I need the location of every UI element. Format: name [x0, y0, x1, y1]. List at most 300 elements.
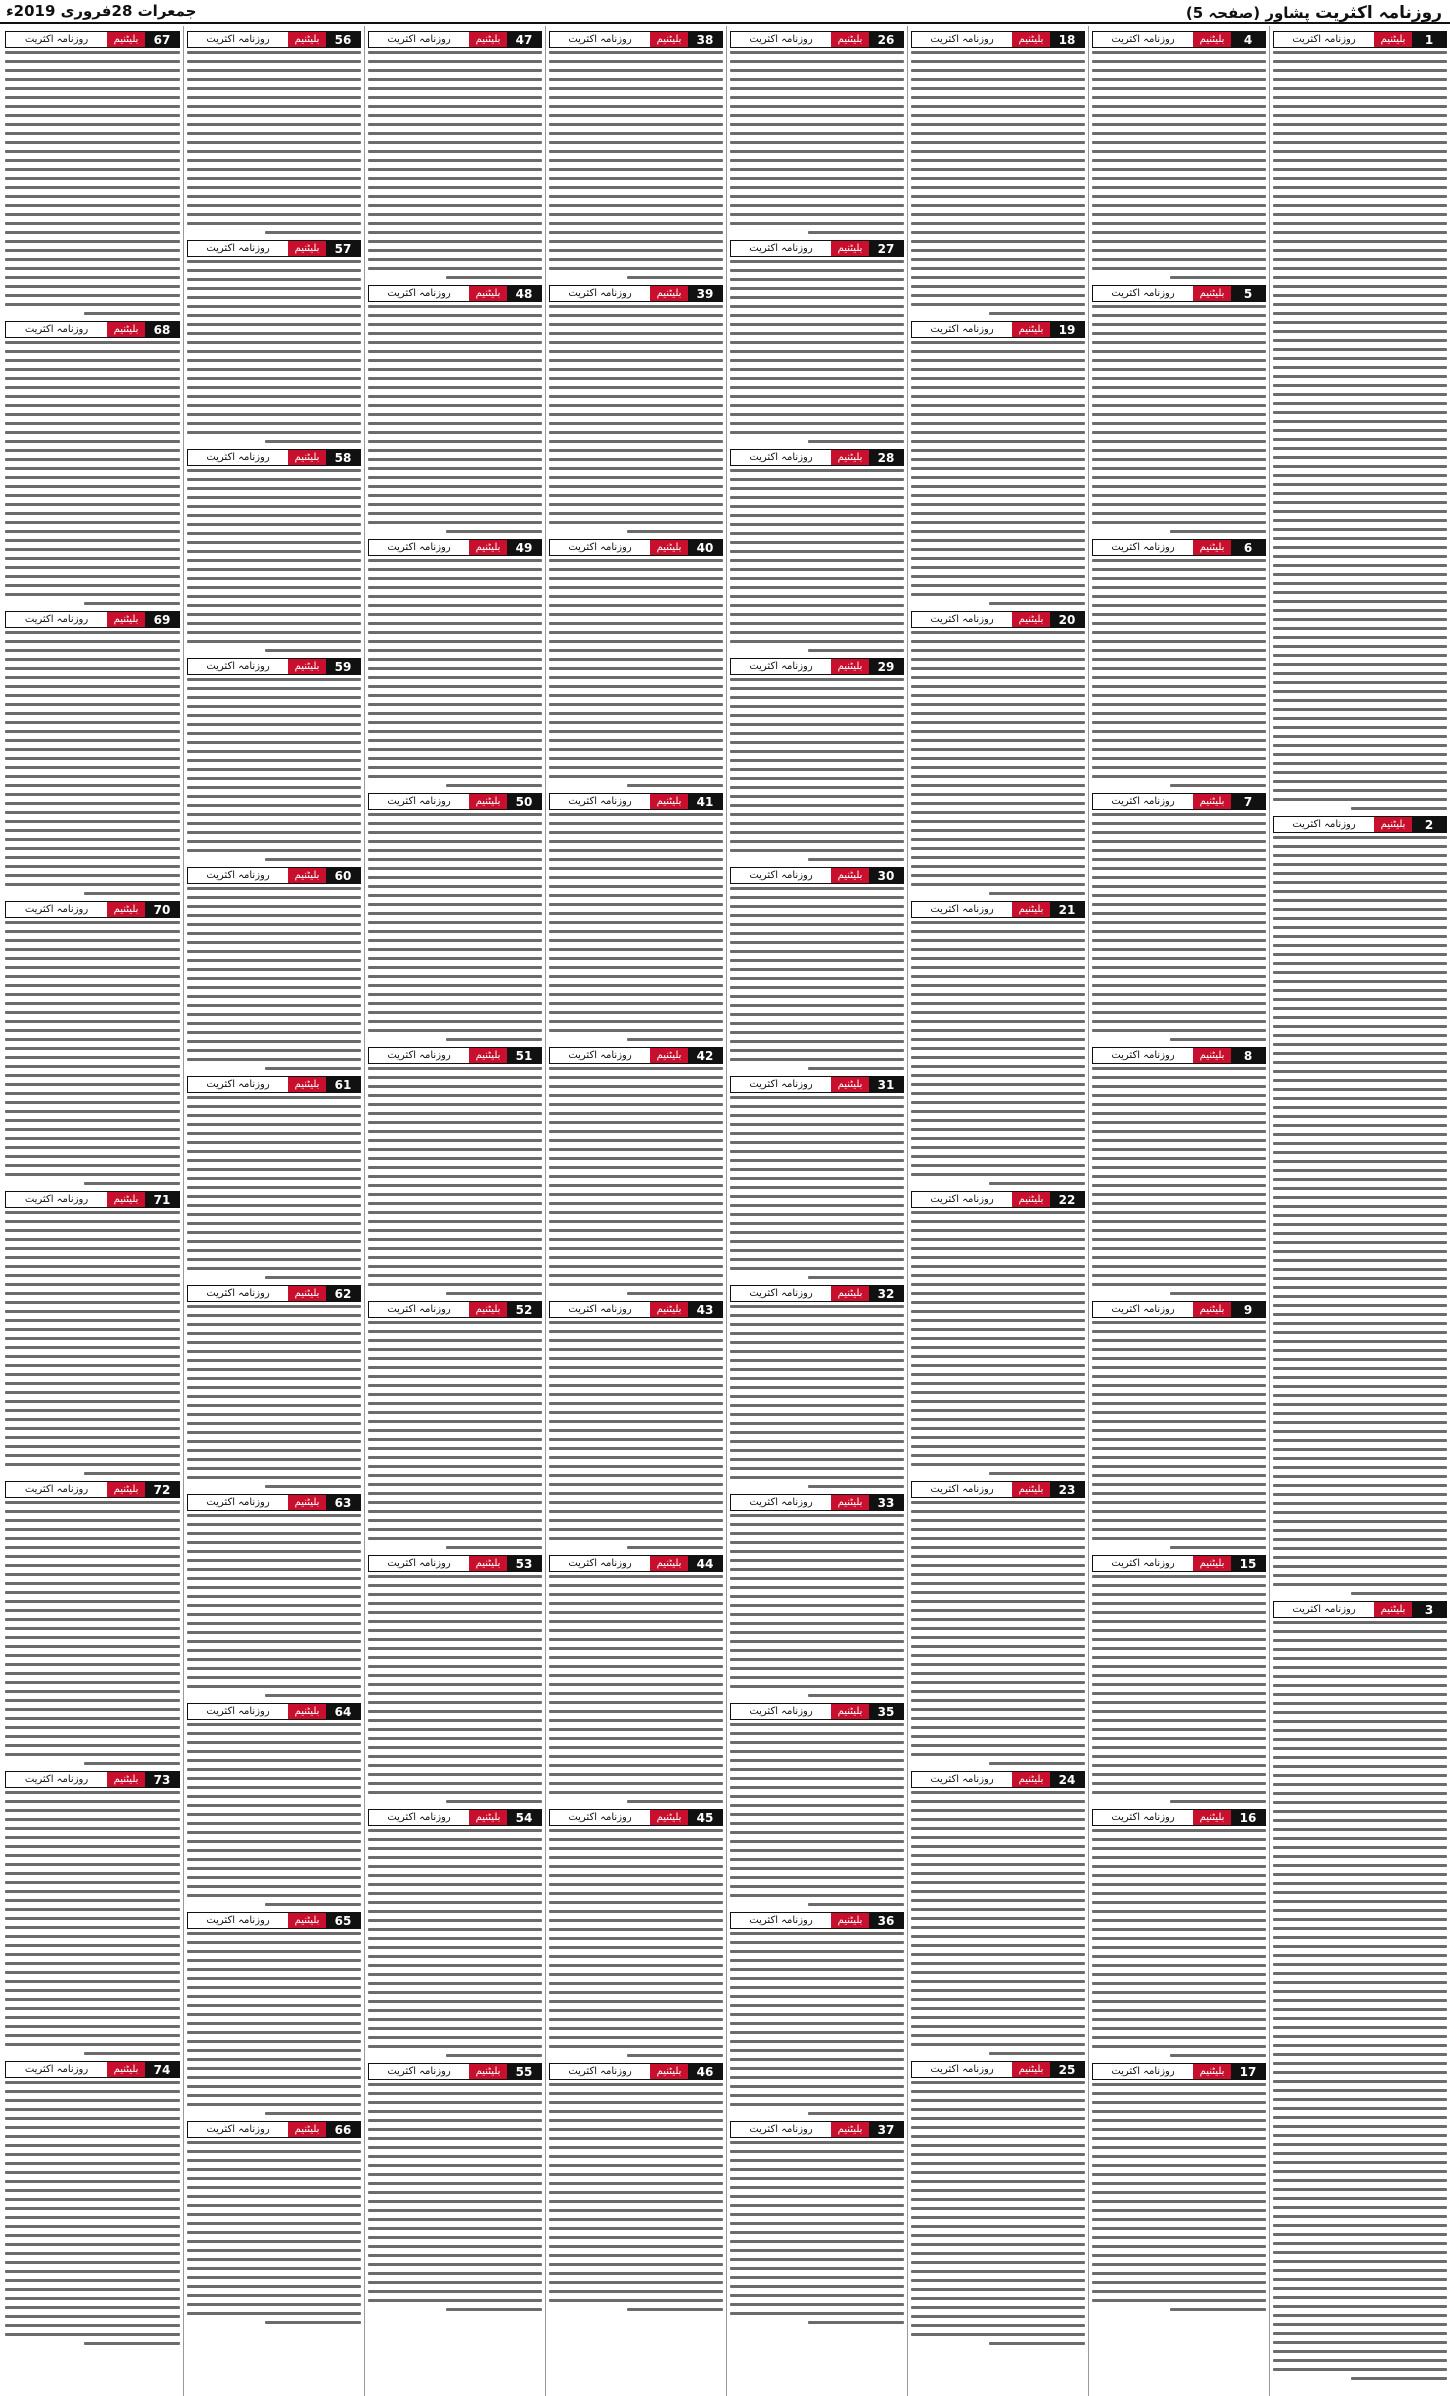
- text-line: [730, 1977, 904, 1980]
- text-line: [187, 1305, 361, 1308]
- news-item-body: [549, 1829, 723, 2057]
- text-line: [187, 1168, 361, 1171]
- text-line: [1273, 393, 1447, 396]
- text-line: [911, 2225, 1085, 2228]
- text-line: [1273, 420, 1447, 423]
- text-line: [5, 984, 180, 987]
- text-line: [549, 1593, 723, 1596]
- text-line: [730, 141, 904, 144]
- text-line: [1273, 1538, 1447, 1541]
- text-line: [911, 1627, 1085, 1630]
- text-line: [549, 2119, 723, 2122]
- news-column: [364, 26, 545, 2396]
- text-line: [1092, 622, 1266, 625]
- text-line: [730, 69, 904, 72]
- news-item-number: 56: [326, 32, 360, 47]
- text-line: [5, 1555, 180, 1558]
- text-line: [5, 395, 180, 398]
- text-line: [5, 1173, 180, 1176]
- text-line: [187, 1586, 361, 1589]
- text-line: [730, 1413, 904, 1416]
- text-line: [368, 1728, 542, 1731]
- news-item-number: 73: [145, 1772, 179, 1787]
- text-line: [1273, 2215, 1447, 2218]
- text-line: [1273, 339, 1447, 342]
- text-line: [1092, 1928, 1266, 1931]
- text-line: [549, 966, 723, 969]
- text-line: [911, 957, 1085, 960]
- text-line: [549, 1193, 723, 1196]
- text-line: [187, 1685, 361, 1688]
- text-line: [730, 132, 904, 135]
- text-line: [1273, 1729, 1447, 1732]
- text-line: [1092, 141, 1266, 144]
- text-line: [5, 1029, 180, 1032]
- text-line: [730, 51, 904, 54]
- news-item-header: [549, 539, 723, 556]
- text-line: [911, 341, 1085, 344]
- text-line: [368, 440, 542, 443]
- text-line: [1273, 2350, 1447, 2353]
- text-line: [911, 1373, 1085, 1376]
- text-line: [187, 586, 361, 589]
- text-line: [5, 593, 180, 596]
- text-line: [1273, 1864, 1447, 1867]
- text-line: [730, 1550, 904, 1553]
- text-line: [368, 2137, 542, 2140]
- text-line: [5, 69, 180, 72]
- text-line: [368, 1537, 542, 1540]
- text-line: [187, 2049, 361, 2052]
- text-line: [549, 849, 723, 852]
- news-item-number: 27: [869, 241, 903, 256]
- text-line: [368, 150, 542, 153]
- text-line: [1273, 926, 1447, 929]
- text-line: [5, 1998, 180, 2001]
- text-line: [549, 775, 723, 778]
- news-item-number: 46: [688, 2064, 722, 2079]
- text-line: [1273, 2134, 1447, 2137]
- text-line: [187, 968, 361, 971]
- text-line: [187, 422, 361, 425]
- text-line: [549, 1184, 723, 1187]
- text-line: [84, 892, 180, 895]
- text-line: [187, 613, 361, 616]
- text-line: [730, 1132, 904, 1135]
- text-line: [549, 1865, 723, 1868]
- text-line: [1092, 69, 1266, 72]
- text-line: [368, 422, 542, 425]
- text-line: [1092, 1528, 1266, 1531]
- text-line: [911, 685, 1085, 688]
- text-line: [1092, 1746, 1266, 1749]
- news-column: [183, 26, 364, 2396]
- text-line: [187, 1323, 361, 1326]
- text-line: [627, 2308, 723, 2311]
- text-line: [549, 1955, 723, 1958]
- text-line: [5, 631, 180, 634]
- text-line: [1092, 2146, 1266, 2149]
- text-line: [1092, 1076, 1266, 1079]
- text-line: [187, 359, 361, 362]
- text-line: [1273, 1466, 1447, 1469]
- text-line: [368, 1094, 542, 1097]
- page-number: (صفحہ 5): [1185, 4, 1261, 22]
- text-line: [5, 1681, 180, 1684]
- text-line: [911, 1328, 1085, 1331]
- text-line: [730, 604, 904, 607]
- text-line: [1092, 368, 1266, 371]
- text-line: [1273, 447, 1447, 450]
- text-line: [730, 1240, 904, 1243]
- news-item-header: [187, 1076, 361, 1093]
- text-line: [187, 1840, 361, 1843]
- text-line: [911, 1600, 1085, 1603]
- text-line: [368, 577, 542, 580]
- text-line: [1170, 1038, 1266, 1041]
- text-line: [187, 105, 361, 108]
- news-item-source: روزنامہ اکثریت: [912, 322, 1012, 337]
- text-line: [1092, 105, 1266, 108]
- text-line: [5, 458, 180, 461]
- text-line: [1092, 1719, 1266, 1722]
- text-line: [549, 1782, 723, 1785]
- text-line: [187, 1667, 361, 1670]
- text-line: [368, 1020, 542, 1023]
- text-line: [1092, 413, 1266, 416]
- text-line: [1273, 78, 1447, 81]
- text-line: [5, 2297, 180, 2300]
- text-line: [5, 2090, 180, 2093]
- text-line: [5, 1672, 180, 1675]
- text-line: [730, 323, 904, 326]
- text-line: [368, 1746, 542, 1749]
- text-line: [187, 159, 361, 162]
- text-line: [1273, 1205, 1447, 1208]
- text-line: [911, 1047, 1085, 1050]
- text-line: [1273, 186, 1447, 189]
- news-item-number: 8: [1231, 1048, 1265, 1063]
- text-line: [730, 1532, 904, 1535]
- text-line: [549, 1094, 723, 1097]
- news-item-body: [187, 260, 361, 443]
- text-line: [549, 2146, 723, 2149]
- text-line: [368, 1611, 542, 1614]
- text-line: [1273, 1630, 1447, 1633]
- text-line: [1092, 2191, 1266, 2194]
- text-line: [265, 1694, 361, 1697]
- text-line: [5, 413, 180, 416]
- text-line: [1273, 1882, 1447, 1885]
- text-line: [1092, 204, 1266, 207]
- text-line: [368, 2036, 542, 2039]
- text-line: [549, 1076, 723, 1079]
- text-line: [368, 231, 542, 234]
- text-line: [911, 132, 1085, 135]
- news-item-number: 3: [1412, 1602, 1446, 1617]
- text-line: [911, 1418, 1085, 1421]
- text-line: [368, 249, 542, 252]
- text-line: [911, 1926, 1085, 1929]
- text-line: [911, 1337, 1085, 1340]
- text-line: [730, 1968, 904, 1971]
- text-line: [549, 2191, 723, 2194]
- text-line: [730, 1514, 904, 1517]
- text-line: [730, 1959, 904, 1962]
- text-line: [1092, 595, 1266, 598]
- text-line: [549, 2290, 723, 2293]
- text-line: [187, 959, 361, 962]
- text-line: [1273, 1963, 1447, 1966]
- news-item-source: روزنامہ اکثریت: [1093, 1048, 1193, 1063]
- text-line: [1273, 2161, 1447, 2164]
- text-line: [911, 1501, 1085, 1504]
- news-item-header: [911, 321, 1085, 338]
- text-line: [368, 2290, 542, 2293]
- text-line: [549, 1838, 723, 1841]
- text-line: [549, 921, 723, 924]
- text-line: [911, 1935, 1085, 1938]
- text-line: [911, 1663, 1085, 1666]
- text-line: [1273, 2314, 1447, 2317]
- text-line: [730, 541, 904, 544]
- text-line: [187, 377, 361, 380]
- news-item-tag: بلیٹنیم: [831, 868, 869, 883]
- text-line: [187, 678, 361, 681]
- text-line: [989, 2052, 1085, 2055]
- text-line: [549, 1029, 723, 1032]
- text-line: [187, 496, 361, 499]
- text-line: [187, 1876, 361, 1879]
- text-line: [368, 939, 542, 942]
- text-line: [368, 2272, 542, 2275]
- news-item-number: 5: [1231, 286, 1265, 301]
- text-line: [549, 649, 723, 652]
- text-line: [187, 1431, 361, 1434]
- text-line: [1092, 177, 1266, 180]
- text-line: [549, 395, 723, 398]
- text-line: [1092, 159, 1266, 162]
- text-line: [730, 1159, 904, 1162]
- text-line: [549, 939, 723, 942]
- news-item-tag: بلیٹنیم: [1193, 1810, 1231, 1825]
- text-line: [368, 431, 542, 434]
- text-line: [187, 1885, 361, 1888]
- text-line: [1273, 1529, 1447, 1532]
- text-line: [730, 1894, 904, 1897]
- text-line: [549, 1665, 723, 1668]
- text-line: [1092, 858, 1266, 861]
- text-line: [84, 1472, 180, 1475]
- text-line: [549, 1411, 723, 1414]
- text-line: [187, 195, 361, 198]
- news-item-tag: بلیٹنیم: [1012, 2062, 1050, 2077]
- text-line: [627, 1292, 723, 1295]
- text-line: [730, 840, 904, 843]
- news-item-number: 36: [869, 1913, 903, 1928]
- text-line: [1273, 780, 1447, 783]
- text-line: [5, 377, 180, 380]
- text-line: [1092, 1710, 1266, 1713]
- text-line: [730, 350, 904, 353]
- text-line: [1273, 2143, 1447, 2146]
- text-line: [730, 514, 904, 517]
- text-line: [1092, 849, 1266, 852]
- text-line: [1092, 757, 1266, 760]
- text-line: [1273, 2197, 1447, 2200]
- text-line: [730, 2049, 904, 2052]
- text-line: [730, 786, 904, 789]
- text-line: [911, 1445, 1085, 1448]
- text-line: [1273, 935, 1447, 938]
- news-item-tag: بلیٹنیم: [1012, 1482, 1050, 1497]
- text-line: [368, 1256, 542, 1259]
- text-line: [368, 449, 542, 452]
- news-item-source: روزنامہ اکثریت: [1093, 1302, 1193, 1317]
- text-line: [187, 1476, 361, 1479]
- text-line: [1273, 1511, 1447, 1514]
- text-line: [5, 1881, 180, 1884]
- text-line: [549, 1002, 723, 1005]
- text-line: [368, 1910, 542, 1913]
- text-line: [368, 1193, 542, 1196]
- text-line: [368, 1620, 542, 1623]
- text-line: [187, 723, 361, 726]
- text-line: [549, 195, 723, 198]
- text-line: [1273, 989, 1447, 992]
- text-line: [187, 1440, 361, 1443]
- text-line: [187, 1559, 361, 1562]
- text-line: [5, 1038, 180, 1041]
- text-line: [5, 1373, 180, 1376]
- text-line: [368, 2018, 542, 2021]
- text-line: [187, 1377, 361, 1380]
- news-item-source: روزنامہ اکثریت: [188, 32, 288, 47]
- text-line: [187, 696, 361, 699]
- text-line: [549, 712, 723, 715]
- text-line: [368, 1602, 542, 1605]
- news-item-header: [187, 867, 361, 884]
- news-item-number: 28: [869, 450, 903, 465]
- text-line: [1273, 1891, 1447, 1894]
- text-line: [1273, 1250, 1447, 1253]
- news-item-tag: بلیٹنیم: [1012, 612, 1050, 627]
- text-line: [911, 2207, 1085, 2210]
- text-line: [1273, 609, 1447, 612]
- text-line: [1092, 1002, 1266, 1005]
- text-line: [187, 1386, 361, 1389]
- text-line: [808, 649, 904, 652]
- news-item-source: روزنامہ اکثریت: [731, 1913, 831, 1928]
- text-line: [187, 204, 361, 207]
- text-line: [5, 838, 180, 841]
- text-line: [368, 476, 542, 479]
- text-line: [1273, 240, 1447, 243]
- text-line: [368, 1865, 542, 1868]
- text-line: [549, 249, 723, 252]
- text-line: [730, 559, 904, 562]
- text-line: [5, 766, 180, 769]
- text-line: [730, 586, 904, 589]
- text-line: [1092, 231, 1266, 234]
- news-item-tag: بلیٹنیم: [469, 1302, 507, 1317]
- text-line: [911, 883, 1085, 886]
- text-line: [187, 1114, 361, 1117]
- news-item-number: 1: [1412, 32, 1446, 47]
- text-line: [1273, 1936, 1447, 1939]
- text-line: [1092, 775, 1266, 778]
- text-line: [549, 766, 723, 769]
- text-line: [730, 177, 904, 180]
- text-line: [368, 1710, 542, 1713]
- news-item-source: روزنامہ اکثریت: [550, 32, 650, 47]
- text-line: [1273, 402, 1447, 405]
- text-line: [911, 1155, 1085, 1158]
- text-line: [911, 1753, 1085, 1756]
- text-line: [730, 1359, 904, 1362]
- text-line: [730, 2177, 904, 2180]
- text-line: [368, 831, 542, 834]
- news-item-tag: بلیٹنیم: [831, 1495, 869, 1510]
- text-line: [368, 1002, 542, 1005]
- text-line: [1092, 2110, 1266, 2113]
- text-line: [730, 1105, 904, 1108]
- news-item-body: [187, 1723, 361, 1906]
- news-item-number: 41: [688, 794, 722, 809]
- text-line: [5, 748, 180, 751]
- news-item-tag: بلیٹنیم: [288, 1704, 326, 1719]
- news-item-number: 23: [1050, 1482, 1084, 1497]
- text-line: [187, 1022, 361, 1025]
- text-line: [911, 168, 1085, 171]
- text-line: [5, 1971, 180, 1974]
- news-item-header: [5, 611, 180, 628]
- news-item-number: 22: [1050, 1192, 1084, 1207]
- text-line: [730, 1440, 904, 1443]
- news-item-tag: بلیٹنیم: [1012, 1192, 1050, 1207]
- text-line: [627, 2054, 723, 2057]
- news-item-header: [730, 449, 904, 466]
- text-line: [730, 1368, 904, 1371]
- text-line: [1273, 141, 1447, 144]
- text-line: [911, 730, 1085, 733]
- news-item-number: 35: [869, 1704, 903, 1719]
- news-item-tag: بلیٹنیم: [288, 868, 326, 883]
- text-line: [368, 1456, 542, 1459]
- news-item-source: روزنامہ اکثریت: [369, 540, 469, 555]
- text-line: [1273, 348, 1447, 351]
- text-line: [911, 150, 1085, 153]
- text-line: [368, 1202, 542, 1205]
- text-line: [730, 260, 904, 263]
- text-line: [5, 476, 180, 479]
- text-line: [730, 296, 904, 299]
- text-line: [368, 159, 542, 162]
- text-line: [368, 1791, 542, 1794]
- text-line: [5, 1274, 180, 1277]
- text-line: [549, 78, 723, 81]
- news-item-header: [5, 1481, 180, 1498]
- text-line: [730, 1849, 904, 1852]
- text-line: [5, 449, 180, 452]
- text-line: [730, 1777, 904, 1780]
- text-line: [5, 1256, 180, 1259]
- news-item-source: روزنامہ اکثریت: [6, 1192, 107, 1207]
- text-line: [5, 341, 180, 344]
- news-item-number: 65: [326, 1913, 360, 1928]
- text-line: [549, 1647, 723, 1650]
- text-line: [730, 1114, 904, 1117]
